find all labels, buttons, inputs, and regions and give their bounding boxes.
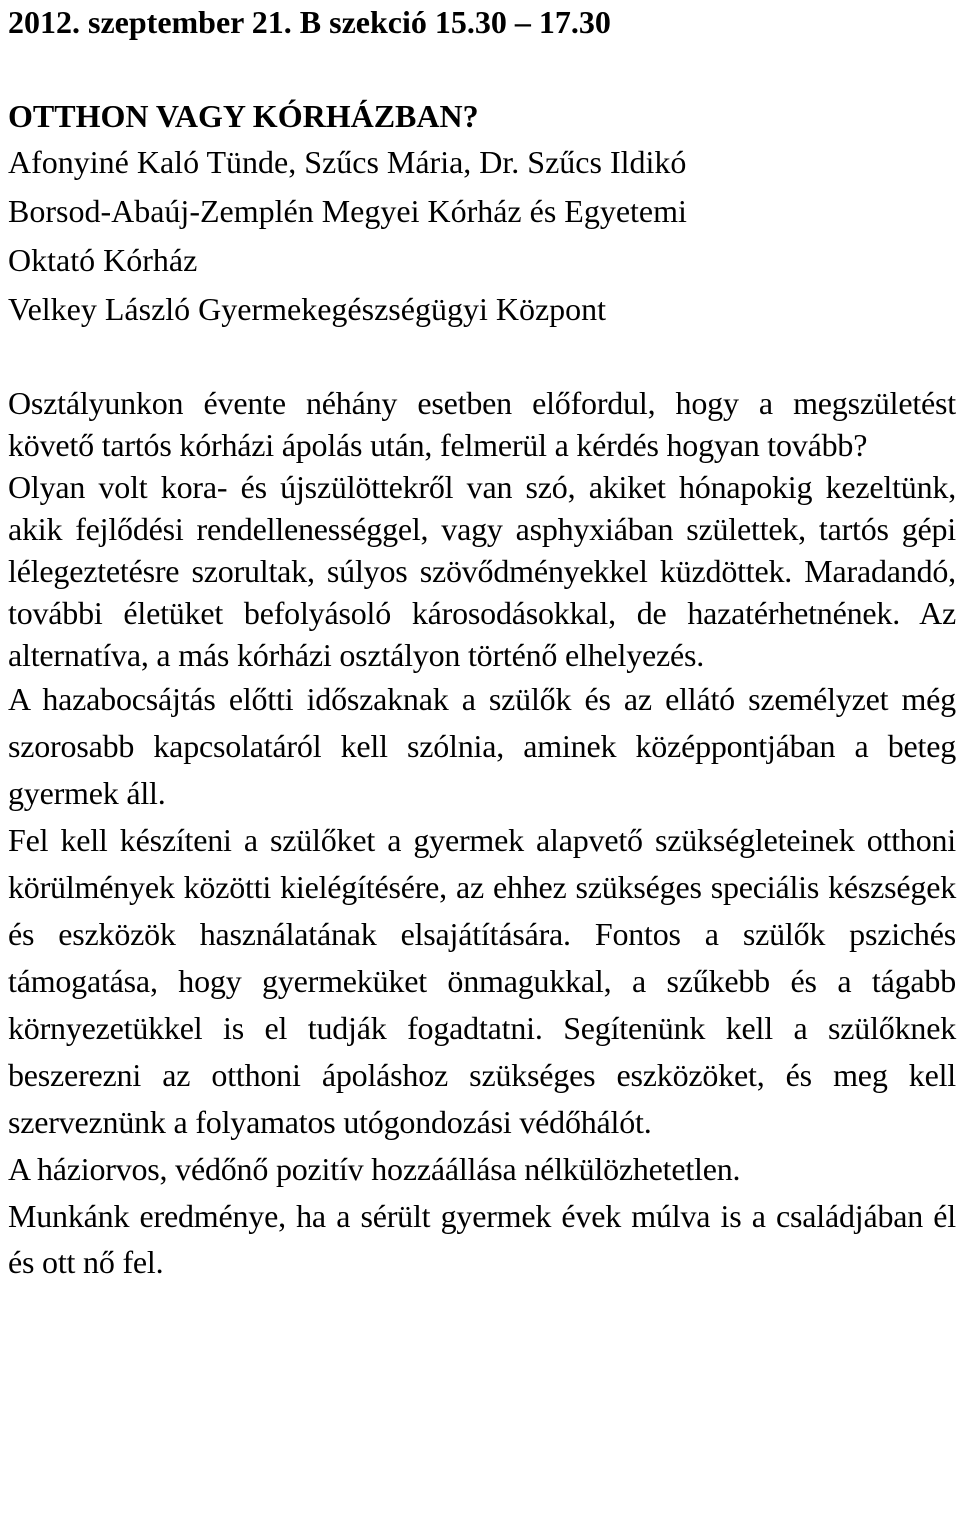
paragraph-preparation: Fel kell készíteni a szülőket a gyermek alapvető szükségleteinek otthoni körülmények közötti kielégítésére, az ehhez szükséges speciális készségek és eszközök használatának elsajátítására. Fontos a szülők pszichés támogatása, hogy gyermeküket önmagukkal, a szűkebb és a tágabb környezetükkel is el tudják fogadtatni. Segítenünk kell a szülőknek beszerezni az otthoni ápoláshoz szükséges eszközöket, és meg kell szerveznünk a folyamatos utógondozási védőhálót.	[8, 822, 956, 1140]
institution-line-1: Borsod-Abaúj-Zemplén Megyei Kórház és Egyetemi	[8, 193, 687, 229]
abstract-title: OTTHON VAGY KÓRHÁZBAN?	[8, 98, 479, 134]
document-page	[8, 0, 956, 1285]
center-name: Velkey László Gyermekegészségügyi Központ	[8, 291, 607, 327]
session-line: 2012. szeptember 21. B szekció 15.30 – 17.30	[8, 4, 611, 40]
institution-line-2: Oktató Kórház	[8, 242, 198, 278]
paragraph-gp: A háziorvos, védőnő pozitív hozzáállása nélkülözhetetlen.	[8, 1151, 741, 1187]
paragraph-patients: Olyan volt kora- és újszülöttekről van szó, akiket hónapokig kezeltünk, akik fejlődési rendellenességgel, vagy asphyxiában születtek, tartós gépi lélegeztetésre szorultak, súlyos szövődményekkel küzdöttek. Maradandó, további életüket befolyásoló károsodásokkal, de hazatérhetnének. Az alternatíva, a más kórházi osztályon történő elhelyezés.	[8, 469, 956, 673]
authors: Afonyiné Kaló Tünde, Szűcs Mária, Dr. Szűcs Ildikó	[8, 144, 687, 180]
spacer	[8, 334, 956, 382]
paragraph-result: Munkánk eredménye, ha a sérült gyermek évek múlva is a családjában él és ott nő fel.	[8, 1198, 956, 1280]
paragraph-discharge: A hazabocsájtás előtti időszaknak a szülők és az ellátó személyzet még szorosabb kapcsolatáról kell szólnia, aminek középpontjában a beteg gyermek áll.	[8, 681, 956, 811]
paragraph-intro: Osztályunkon évente néhány esetben előfordul, hogy a megszületést követő tartós kórházi ápolás után, felmerül a kérdés hogyan tovább?	[8, 385, 956, 463]
